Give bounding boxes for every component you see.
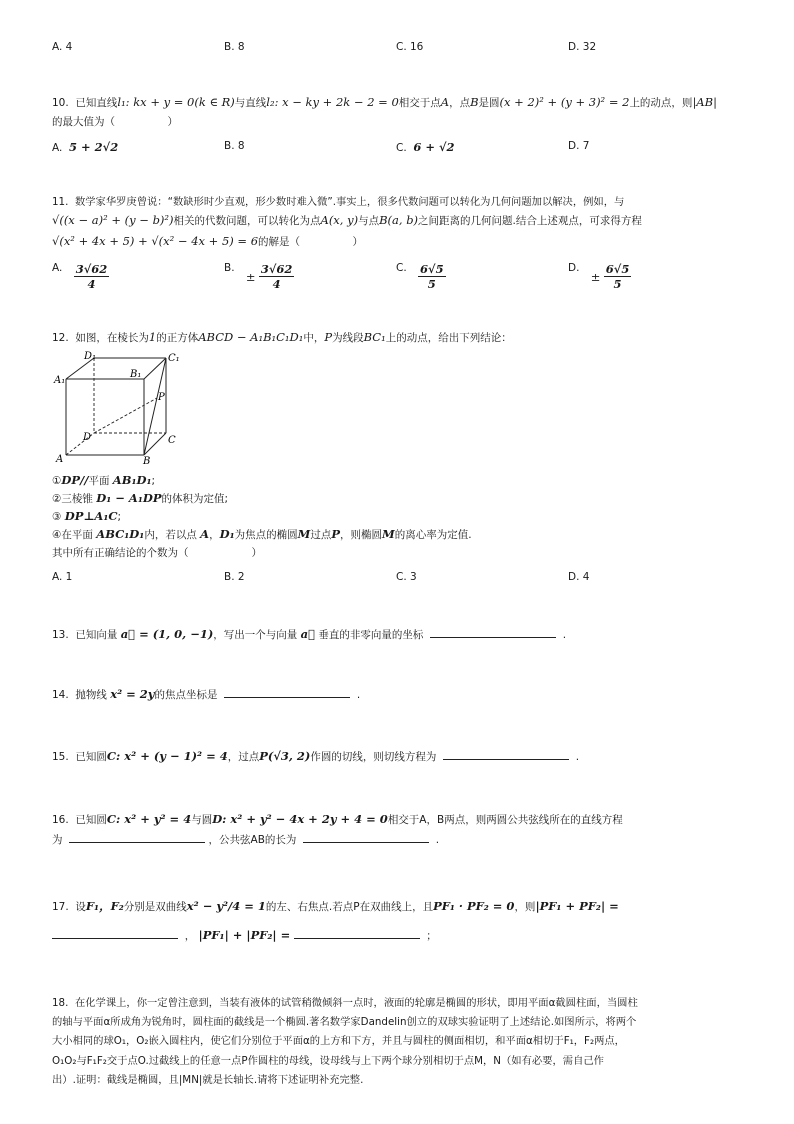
- q9-option-d: D. 32: [568, 41, 597, 53]
- q11-option-b-denominator: 4: [272, 277, 281, 291]
- q12-s1-math: DP//: [61, 473, 89, 487]
- q10-option-a-label: A.: [52, 142, 63, 154]
- q10-text: 上的动点，则: [629, 97, 693, 109]
- q16-text: 与圆: [191, 814, 213, 826]
- q12-option-c: C. 3: [396, 571, 417, 583]
- q12-s4-prefix: ④在平面: [52, 529, 93, 541]
- label-p: P: [158, 392, 165, 403]
- q18-text: 在化学课上，你一定曾注意到，当装有液体的试管稍微倾斜一点时，液面的轮廓是椭圆的形状，即用平面α截圆柱面，当圆柱: [74, 997, 638, 1009]
- q12-s1-prefix: ①: [52, 475, 62, 487]
- label-a1: A₁: [54, 375, 66, 386]
- q10-line2: 的最大值为（ ）: [52, 116, 178, 128]
- q11-number: 11.: [52, 196, 69, 208]
- q12-s2-text: 的体积为定值;: [161, 493, 229, 505]
- q11-option-b: [224, 262, 294, 291]
- q13-vector-ref: a⃗: [300, 627, 315, 641]
- q12-text: 如图，在棱长为: [75, 332, 149, 344]
- q13-vector: a⃗ = (1, 0, −1): [120, 627, 214, 641]
- q16-circle-d: D: x² + y² − 4x + 2y + 4 = 0: [212, 812, 388, 826]
- q11-option-b-numerator: 3√62: [260, 262, 293, 276]
- label-a: A: [56, 454, 64, 465]
- q13-text: 已知向量: [75, 629, 118, 641]
- q17-text: 的左、右焦点.若点P在双曲线上，且: [265, 901, 434, 913]
- q17-comma: ，: [184, 930, 196, 942]
- edge-b1c1: [144, 358, 166, 379]
- q12-s4-plane: ABC₁D₁: [96, 527, 145, 541]
- segment-dp-hidden: [94, 398, 157, 433]
- segment-bc1: [144, 358, 166, 455]
- q11-option-b-pm: ±: [245, 269, 256, 284]
- q12-statement-3: [52, 509, 121, 523]
- q13-text: 垂直的非零向量的坐标: [318, 629, 424, 641]
- q12-s1-plane: AB₁D₁: [112, 473, 152, 487]
- q11-option-a: [52, 262, 109, 291]
- q16-line1: [52, 812, 623, 827]
- q18-line1: [52, 994, 638, 1009]
- q11-sqrt-expr: √((x − a)² + (y − b)²): [52, 213, 174, 227]
- q12-s4-m: M: [297, 527, 311, 541]
- q11-option-a-denominator: 4: [87, 277, 96, 291]
- q11-option-c-fraction: [418, 262, 446, 291]
- q18-line4: O₁O₂与F₁F₂交于点O.过截线上的任意一点P作圆柱的母线，设母线与上下两个球分别相切于点M，N（如有必要，需自己作: [52, 1055, 604, 1067]
- q10-line-l1: l₁: kx + y = 0(k ∈ R): [117, 95, 235, 109]
- q17-text: 分别是双曲线: [123, 901, 187, 913]
- q15-end: .: [575, 751, 580, 763]
- q12-s4-a: A: [200, 527, 210, 541]
- q16-answer-blank-2[interactable]: [303, 831, 429, 843]
- q12-edge-length: 1: [148, 330, 157, 344]
- q12-text: 上的动点，给出下列结论：: [385, 332, 512, 344]
- q11-option-d: [568, 262, 631, 291]
- q10-line1: [52, 95, 717, 110]
- edge-bc: [144, 433, 166, 455]
- q18-line5: 出）.证明：截线是椭圆，且|MN|就是长轴长.请将下述证明补充完整.: [52, 1074, 364, 1086]
- q12-s3-end: ;: [117, 511, 122, 523]
- q10-text: 相交于点: [398, 97, 441, 109]
- q17-end: ；: [426, 930, 437, 942]
- label-b: B: [143, 456, 151, 466]
- q11-text: 的解是（ ）: [258, 236, 364, 248]
- q12-segment-bc1: BC₁: [363, 330, 386, 344]
- q15-point: P(√3, 2): [259, 749, 311, 763]
- q12-text: 的正方体: [156, 332, 199, 344]
- q12-s4-m: M: [382, 527, 395, 541]
- q18-line2: 的轴与平面α所成角为锐角时，圆柱面的截线是一个椭圆.著名数学家Dandelin创立的双球实验证明了上述结论.如图所示，将两个: [52, 1016, 637, 1028]
- q12-number: 12.: [52, 332, 69, 344]
- q12-point-p: P: [324, 330, 333, 344]
- q10-option-c: [396, 140, 455, 154]
- label-c1: C₁: [168, 353, 180, 364]
- q17-abs-sum: |PF₁| + |PF₂| =: [198, 928, 291, 942]
- q11-option-a-numerator: 3√62: [75, 262, 108, 276]
- q12-s4-text: 为焦点的椭圆: [234, 529, 298, 541]
- q11-option-c-label: C.: [396, 262, 407, 274]
- q9-option-b: B. 8: [224, 41, 245, 53]
- q17-line2: [52, 927, 437, 943]
- cube-figure: [52, 348, 192, 466]
- q13-number: 13.: [52, 629, 69, 641]
- q16-text: ，公共弦AB的长为: [208, 834, 297, 846]
- q10-line-l2: l₂: x − ky + 2k − 2 = 0: [266, 95, 399, 109]
- q16-circle-c: C: x² + y² = 4: [106, 812, 192, 826]
- q11-text: 与点: [358, 215, 380, 227]
- q10-point-b: B: [470, 95, 479, 109]
- q14-number: 14.: [52, 689, 69, 701]
- q9-option-c: C. 16: [396, 41, 424, 53]
- q15-circle: C: x² + (y − 1)² = 4: [106, 749, 228, 763]
- q12-s4-p: P: [331, 527, 341, 541]
- q12-option-a: A. 1: [52, 571, 73, 583]
- label-d1: D₁: [84, 351, 97, 362]
- q17-line1: [52, 898, 619, 914]
- q12-s1-end: ;: [151, 475, 156, 487]
- q12-option-d: D. 4: [568, 571, 590, 583]
- q17-number: 17.: [52, 901, 69, 913]
- q13-answer-blank[interactable]: [430, 626, 556, 638]
- q10-option-d: D. 7: [568, 140, 590, 152]
- q11-line1: [52, 193, 624, 208]
- q11-option-c-numerator: 6√5: [420, 262, 444, 276]
- q15-answer-blank[interactable]: [443, 748, 569, 760]
- q10-option-a: [52, 140, 118, 154]
- q18-line3: 大小相同的球O₁，O₂嵌入圆柱内，使它们分别位于平面α的上方和下方，并且与圆柱的侧面相切，和平面α相切于F₁，F₂两点，: [52, 1035, 625, 1047]
- q11-point-b: B(a, b): [379, 213, 419, 227]
- q10-circle: (x + 2)² + (y + 3)² = 2: [499, 95, 630, 109]
- q12-statement-1: [52, 473, 155, 488]
- q17-vector-sum: |PF₁ + PF₂| =: [535, 899, 619, 913]
- q14-text: 抛物线: [75, 689, 107, 701]
- q11-equation: √(x² + 4x + 5) + √(x² − 4x + 5) = 6: [52, 234, 259, 248]
- q11-option-b-label: B.: [224, 262, 235, 274]
- q14-text: 的焦点坐标是: [154, 689, 218, 701]
- q10-option-c-value: 6 + √2: [413, 140, 455, 154]
- q10-point-a: A: [440, 95, 450, 109]
- q16-answer-blank-1[interactable]: [69, 831, 205, 843]
- q12-question: 其中所有正确结论的个数为（ ）: [52, 547, 262, 559]
- q12-s1-text: 平面: [88, 475, 110, 487]
- q12-statement-4: [52, 527, 472, 542]
- q17-hyperbola: x² − y²/4 = 1: [186, 899, 266, 913]
- q16-end: .: [435, 834, 440, 846]
- q15-number: 15.: [52, 751, 69, 763]
- q14-answer-blank[interactable]: [224, 686, 350, 698]
- q12-s4-text: 的离心率为定值.: [394, 529, 472, 541]
- q12-s4-text: ，则椭圆: [340, 529, 383, 541]
- q12-s3-prefix: ③: [52, 511, 62, 523]
- q17-foci: F₁，F₂: [85, 899, 124, 913]
- q11-option-d-fraction: [604, 262, 632, 291]
- q10-option-a-value: 5 + 2√2: [69, 140, 119, 154]
- q15-text: 作圆的切线，则切线方程为: [310, 751, 437, 763]
- q13-text: ，写出一个与向量: [213, 629, 298, 641]
- q11-text: 相关的代数问题，可以转化为点: [173, 215, 321, 227]
- q10-option-b: B. 8: [224, 140, 245, 152]
- q12-option-b: B. 2: [224, 571, 245, 583]
- q15-line: [52, 748, 579, 764]
- q14-line: [52, 686, 360, 702]
- q12-s4-d1: D₁: [219, 527, 235, 541]
- q12-intro: [52, 330, 512, 345]
- q15-text: 已知圆: [75, 751, 107, 763]
- q10-text: 与直线: [234, 97, 267, 109]
- label-b1: B₁: [130, 369, 142, 380]
- q14-end: .: [356, 689, 361, 701]
- q12-s4-text: 内，若以点: [144, 529, 197, 541]
- q11-text: 数学家华罗庚曾说：“数缺形时少直观，形少数时难入微”.事实上，很多代数问题可以转化为几何问题加以解决，例如，与: [74, 196, 625, 208]
- q15-text: ，过点: [227, 751, 260, 763]
- q16-text: 相交于A，B两点，则两圆公共弦线所在的直线方程: [387, 814, 623, 826]
- q10-number: 10.: [52, 97, 69, 109]
- q12-s4-text: 过点: [310, 529, 332, 541]
- q17-answer-blank-2[interactable]: [294, 927, 420, 939]
- q14-equation: x² = 2y: [110, 687, 155, 701]
- q16-line2: [52, 831, 439, 847]
- q10-option-c-label: C.: [396, 142, 407, 154]
- q12-s4-comma: ，: [209, 529, 220, 541]
- q11-option-a-label: A.: [52, 262, 63, 274]
- q16-text: 为: [52, 834, 63, 846]
- q11-option-a-fraction: [74, 262, 110, 291]
- label-c: C: [168, 435, 176, 446]
- q12-cube-name: ABCD − A₁B₁C₁D₁: [198, 330, 304, 344]
- label-d: D: [83, 432, 92, 443]
- q12-s2-math: D₁ − A₁DP: [96, 491, 162, 505]
- q11-line3: [52, 234, 363, 249]
- q12-text: 为线段: [332, 332, 364, 344]
- q11-option-d-denominator: 5: [613, 277, 622, 291]
- q11-option-c-denominator: 5: [427, 277, 436, 291]
- q17-text: ，则: [514, 901, 536, 913]
- q13-line: [52, 626, 566, 642]
- q11-line2: [52, 213, 642, 228]
- q12-text: 中，: [303, 332, 325, 344]
- q13-end: .: [562, 629, 567, 641]
- q12-statement-2: [52, 491, 228, 506]
- q11-option-d-pm: ±: [590, 269, 601, 284]
- q10-text: 已知直线: [75, 97, 118, 109]
- q10-text: ，点: [449, 97, 471, 109]
- q12-s2-prefix: ②三棱锥: [52, 493, 93, 505]
- q11-option-d-label: D.: [568, 262, 580, 274]
- q9-option-a: A. 4: [52, 41, 73, 53]
- q10-ab: |AB|: [692, 95, 717, 109]
- q17-answer-blank-1[interactable]: [52, 927, 178, 939]
- q11-option-b-fraction: [259, 262, 295, 291]
- q16-number: 16.: [52, 814, 69, 826]
- q17-text: 设: [75, 901, 86, 913]
- q17-dot-product: PF₁ · PF₂ = 0: [433, 899, 515, 913]
- q11-option-d-numerator: 6√5: [605, 262, 630, 276]
- q12-s3-math: DP⊥A₁C: [64, 509, 118, 523]
- q11-option-c: [396, 262, 446, 291]
- q11-text: 之间距离的几何问题.结合上述观点，可求得方程: [418, 215, 642, 227]
- q16-text: 已知圆: [75, 814, 107, 826]
- q11-point-a: A(x, y): [320, 213, 359, 227]
- q10-text: 是圆: [478, 97, 500, 109]
- q18-number: 18.: [52, 997, 69, 1009]
